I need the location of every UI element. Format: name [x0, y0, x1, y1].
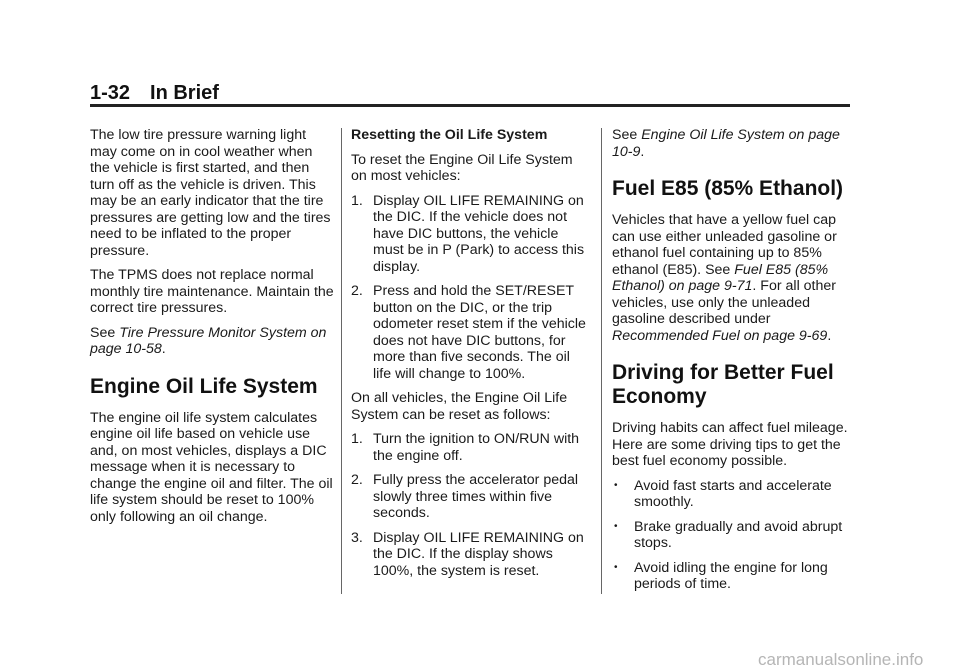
paragraph: The low tire pressure warning light may come on in cool weather when the vehicle is first started, and then turn off as the vehicle is driven. This may be an early indicator that the tire pressures are getting low and the tires need to be inflated to the proper pressure.: [90, 127, 331, 259]
subheading-reset: Resetting the Oil Life System: [351, 127, 548, 143]
list-item: 2. Fully press the accelerator pedal slowly three times within five seconds.: [351, 472, 579, 521]
steps-list-2: [351, 431, 591, 579]
list-item: • Avoid idling the engine for long periods of time.: [614, 559, 828, 592]
column-divider-2: [601, 128, 602, 594]
paragraph: The TPMS does not replace normal monthly tire maintenance. Maintain the correct tire pressures.: [90, 267, 334, 316]
list-item: 1. Turn the ignition to ON/RUN with the engine off.: [351, 431, 580, 464]
cross-reference: Recommended Fuel on page 9-69: [612, 327, 828, 344]
paragraph: Driving habits can affect fuel mileage. Here are some driving tips to get the best fuel economy possible.: [612, 420, 848, 469]
column-3: [612, 127, 852, 601]
cross-reference: Fuel E85 (85% Ethanol) on page 9-71: [612, 261, 829, 294]
tips-list: [612, 478, 852, 593]
header-rule: [90, 104, 850, 107]
bullet-icon: •: [614, 520, 618, 532]
paragraph: Vehicles that have a yellow fuel cap can use either unleaded gasoline or ethanol fuel containing up to 85% ethanol (E85). See Fuel E85 (85% Ethanol) on page 9-71. For all other vehicles, use only the unleaded gasoline described under Recommended Fuel on page 9-69.: [612, 212, 837, 344]
list-item: • Avoid fast starts and accelerate smoothly.: [614, 477, 832, 510]
heading-driving-fuel-economy: Driving for Better Fuel Economy: [612, 361, 834, 408]
cross-reference: Tire Pressure Monitor System on page 10-58: [90, 324, 327, 357]
paragraph: On all vehicles, the Engine Oil Life System can be reset as follows:: [351, 390, 568, 423]
paragraph: To reset the Engine Oil Life System on most vehicles:: [351, 151, 573, 184]
list-item: 3. Display OIL LIFE REMAINING on the DIC. If the display shows 100%, the system is reset.: [351, 529, 584, 579]
bullet-icon: •: [614, 479, 618, 491]
see-reference: See Engine Oil Life System on page 10-9.: [612, 127, 840, 160]
column-2: [351, 127, 591, 587]
cross-reference: Engine Oil Life System on page 10-9: [612, 127, 840, 160]
see-reference: See Tire Pressure Monitor System on page 10-58.: [90, 324, 327, 357]
section-title: In Brief: [150, 82, 219, 104]
steps-list-1: [351, 193, 591, 383]
list-item: 1. Display OIL LIFE REMAINING on the DIC. If the vehicle does not have DIC buttons, the vehicle must be in P (Park) to access this display.: [351, 192, 585, 275]
heading-engine-oil-life: Engine Oil Life System: [90, 374, 318, 398]
page-number: 1-32: [90, 82, 131, 104]
heading-fuel-e85: Fuel E85 (85% Ethanol): [612, 177, 844, 200]
page-header: [90, 82, 219, 105]
bullet-icon: •: [614, 561, 618, 573]
column-divider-1: [341, 128, 342, 594]
list-item: 2. Press and hold the SET/RESET button on the DIC, or the trip odometer reset stem if the vehicle does not have DIC buttons, for more than five seconds. The oil life will change to 100%.: [351, 283, 586, 382]
watermark: carmanualsonline.info: [758, 650, 924, 669]
paragraph: The engine oil life system calculates engine oil life based on vehicle use and, on most vehicles, displays a DIC message when it is necessary to change the engine oil and filter. The oil life system should be reset to 100% only following an oil change.: [90, 409, 333, 525]
list-item: • Brake gradually and avoid abrupt stops.: [614, 518, 843, 551]
column-1: [90, 127, 335, 533]
